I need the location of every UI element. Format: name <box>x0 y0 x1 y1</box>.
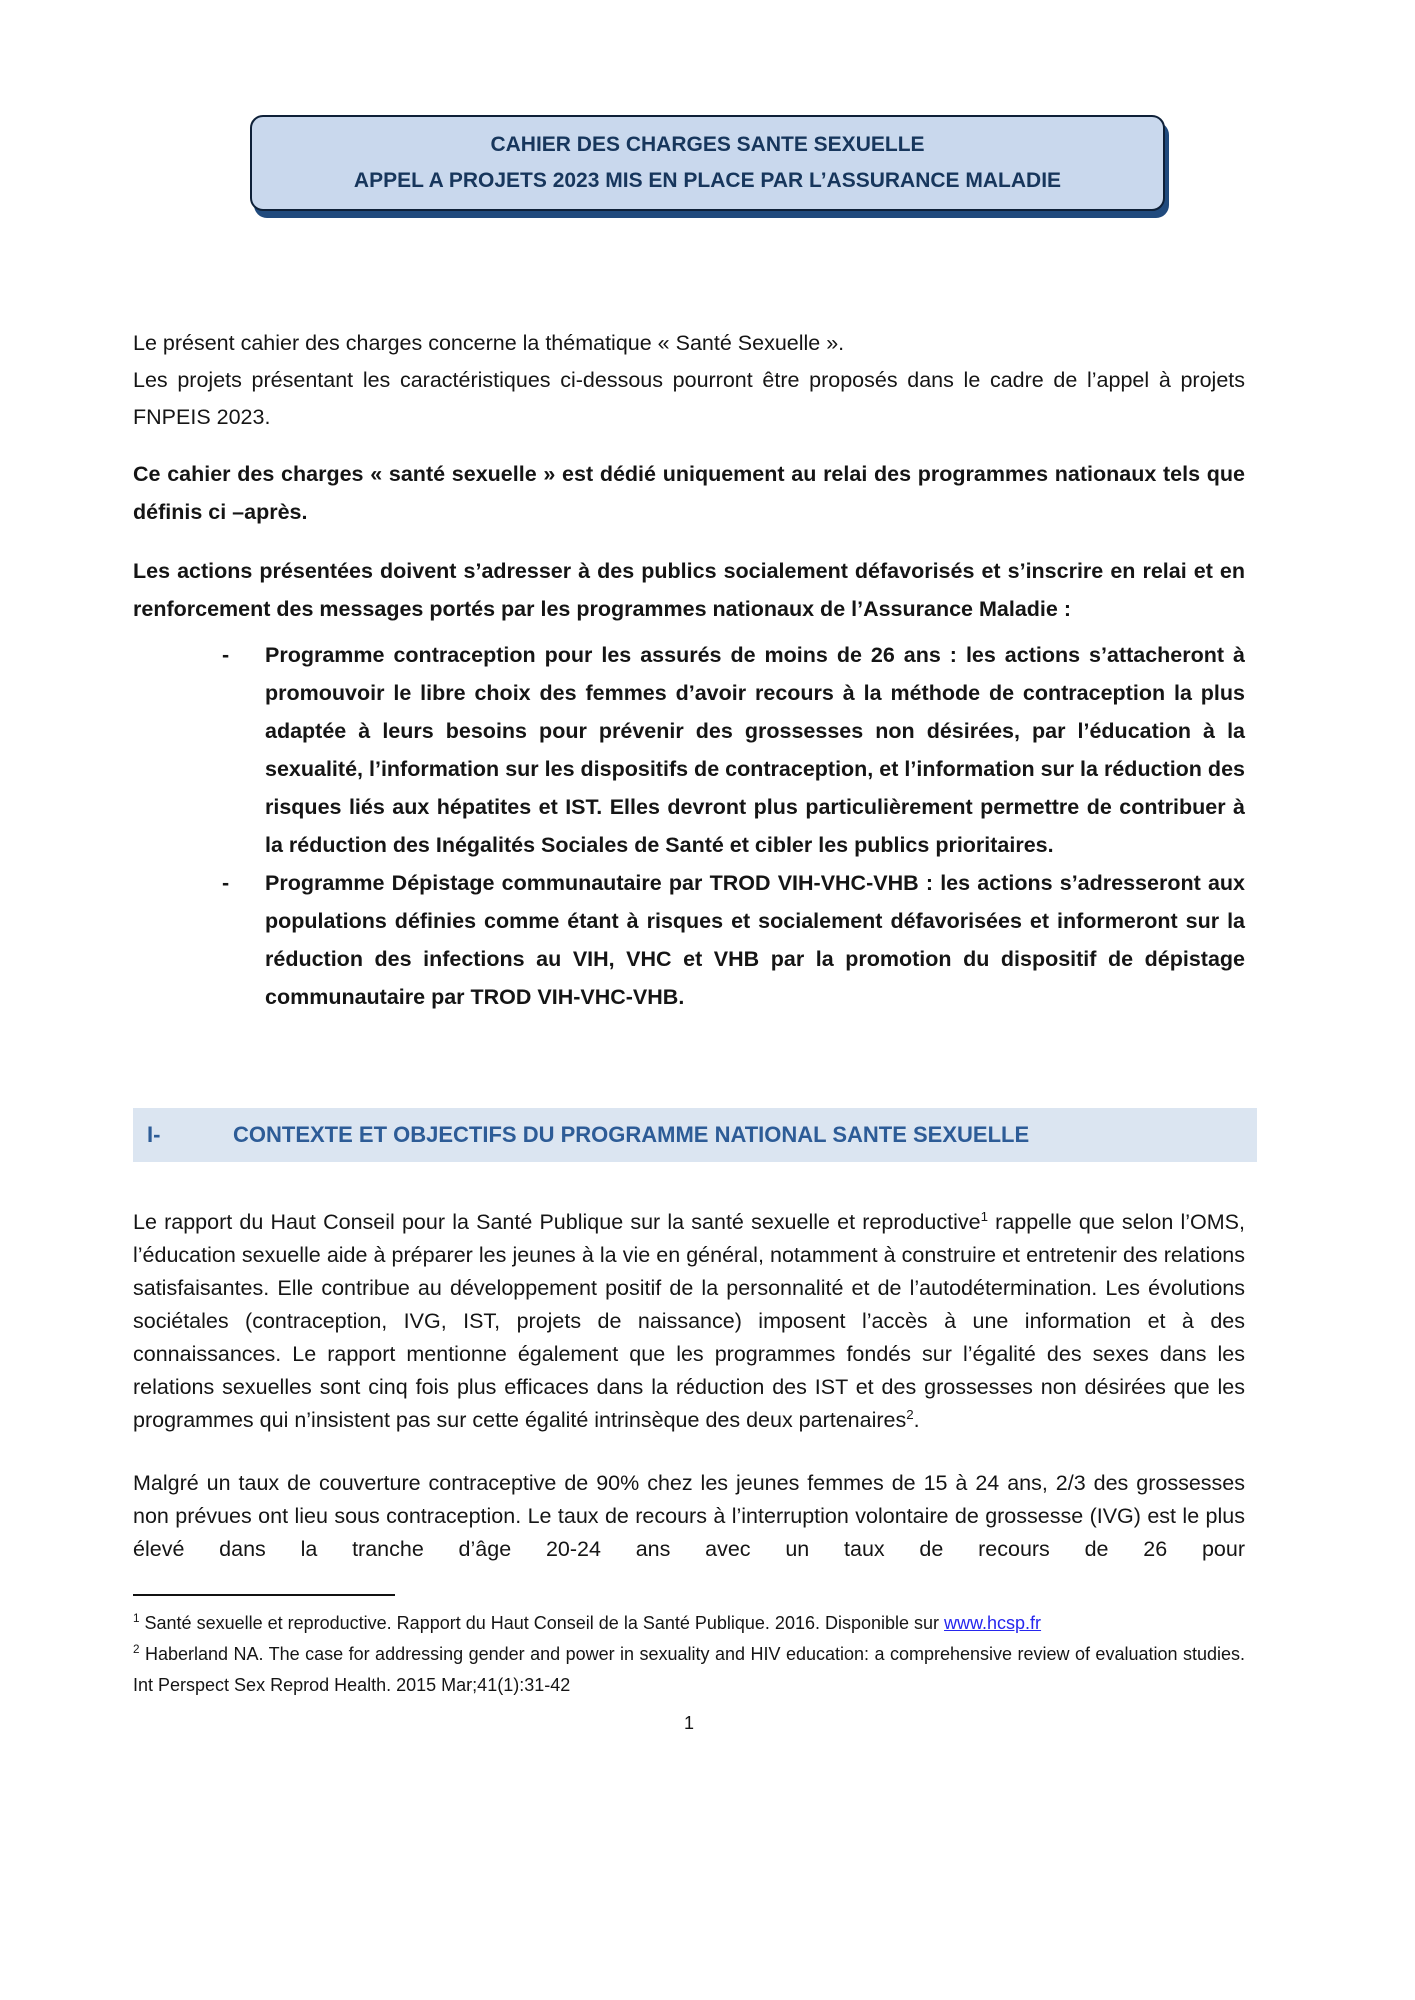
context-text-3: . <box>913 1408 920 1432</box>
statistics-paragraph: Malgré un taux de couverture contraceptive de 90% chez les jeunes femmes de 15 à 24 ans, 2/3 des grossesses non prévues ont lieu sous contraception. Le taux de recours à l’interruption volontaire de grossesse (IVG) est le plus élevé dans la tranche d’âge 20-24 ans avec un taux de recours de 26 pour <box>133 1471 1245 1561</box>
dash-bullet: - <box>222 871 230 895</box>
footnote-1-text: Santé sexuelle et reproductive. Rapport du Haut Conseil de la Santé Publique. 2016. Disponible sur <box>144 1613 945 1633</box>
list-item-depistage <box>133 864 1245 1016</box>
section-title: CONTEXTE ET OBJECTIFS DU PROGRAMME NATIONAL SANTE SEXUELLE <box>233 1122 1030 1147</box>
footnote-ref-1: 1 <box>980 1208 988 1224</box>
section-numeral: I- <box>147 1122 161 1147</box>
intro-line-1: Le présent cahier des charges concerne la thématique « Santé Sexuelle ». <box>133 331 845 355</box>
intro-paragraph <box>133 325 1245 436</box>
footnote-1 <box>133 1608 1245 1639</box>
footnote-2-text: Haberland NA. The case for addressing gender and power in sexuality and HIV education: a comprehensive review of evaluation studies. Int Perspect Sex Reprod Health. 2015 Mar;41(1):31-42 <box>133 1644 1245 1695</box>
footnote-ref-2: 2 <box>906 1406 914 1422</box>
program-list <box>133 636 1245 1016</box>
context-paragraph <box>133 1206 1245 1437</box>
document-title: CAHIER DES CHARGES SANTE SEXUELLE <box>490 133 925 156</box>
footnote-separator <box>133 1594 395 1596</box>
footnote-1-marker: 1 <box>133 1612 140 1625</box>
dash-bullet: - <box>222 643 230 667</box>
footnote-2-marker: 2 <box>133 1643 140 1656</box>
page-number: 1 <box>683 1713 694 1733</box>
bullet-text-contraception: Programme contraception pour les assurés de moins de 26 ans : les actions s’attacheront à promouvoir le libre choix des femmes d’avoir recours à la méthode de contraception la plus adaptée à leurs besoins pour prévenir des grossesses non désirées, par l’éducation à la sexualité, l’information sur les dispositifs de contraception, et l’information sur la réduction des risques liés aux hépatites et IST. Elles devront plus particulièrement permettre de contribuer à la réduction des Inégalités Sociales de Santé et cibler les publics prioritaires. <box>265 643 1245 857</box>
hcsp-link[interactable]: www.hcsp.fr <box>944 1613 1042 1633</box>
context-text-2: rappelle que selon l’OMS, l’éducation sexuelle aide à préparer les jeunes à la vie en général, notamment à construire et entretenir des relations satisfaisantes. Elle contribue au développement positif de la personnalité et de l’autodétermination. Les évolutions sociétales (contraception, IVG, IST, projets de naissance) imposent l’accès à une information et à des connaissances. Le rapport mentionne également que les programmes fondés sur l’égalité des sexes dans les relations sexuelles sont cinq fois plus efficaces dans la réduction des IST et des grossesses non désirées que les programmes qui n’insistent pas sur cette égalité intrinsèque des deux partenaires <box>133 1210 1245 1432</box>
footnotes-area <box>133 1594 1245 1701</box>
intro-line-2: Les projets présentant les caractéristiques ci-dessous pourront être proposés dans le cadre de l’appel à projets FNPEIS 2023. <box>133 368 1245 429</box>
list-item-contraception <box>133 636 1245 864</box>
footnote-2 <box>133 1639 1245 1701</box>
section-heading <box>133 1108 1257 1162</box>
document-subtitle: APPEL A PROJETS 2023 MIS EN PLACE PAR L’ASSURANCE MALADIE <box>353 169 1062 192</box>
title-box <box>250 115 1165 211</box>
actions-paragraph: Les actions présentées doivent s’adresser à des publics socialement défavorisés et s’inscrire en relai et en renforcement des messages portés par les programmes nationaux de l’Assurance Maladie : <box>133 559 1245 621</box>
document-body <box>133 325 1245 1737</box>
bullet-text-depistage: Programme Dépistage communautaire par TROD VIH-VHC-VHB : les actions s’adresseront aux populations définies comme étant à risques et socialement défavorisées et informeront sur la réduction des infections au VIH, VHC et VHB par la promotion du dispositif de dépistage communautaire par TROD VIH-VHC-VHB. <box>265 871 1245 1009</box>
context-text-1: Le rapport du Haut Conseil pour la Santé Publique sur la santé sexuelle et reproductive <box>133 1210 981 1234</box>
dedication-paragraph: Ce cahier des charges « santé sexuelle » est dédié uniquement au relai des programmes nationaux tels que définis ci –après. <box>133 462 1245 524</box>
